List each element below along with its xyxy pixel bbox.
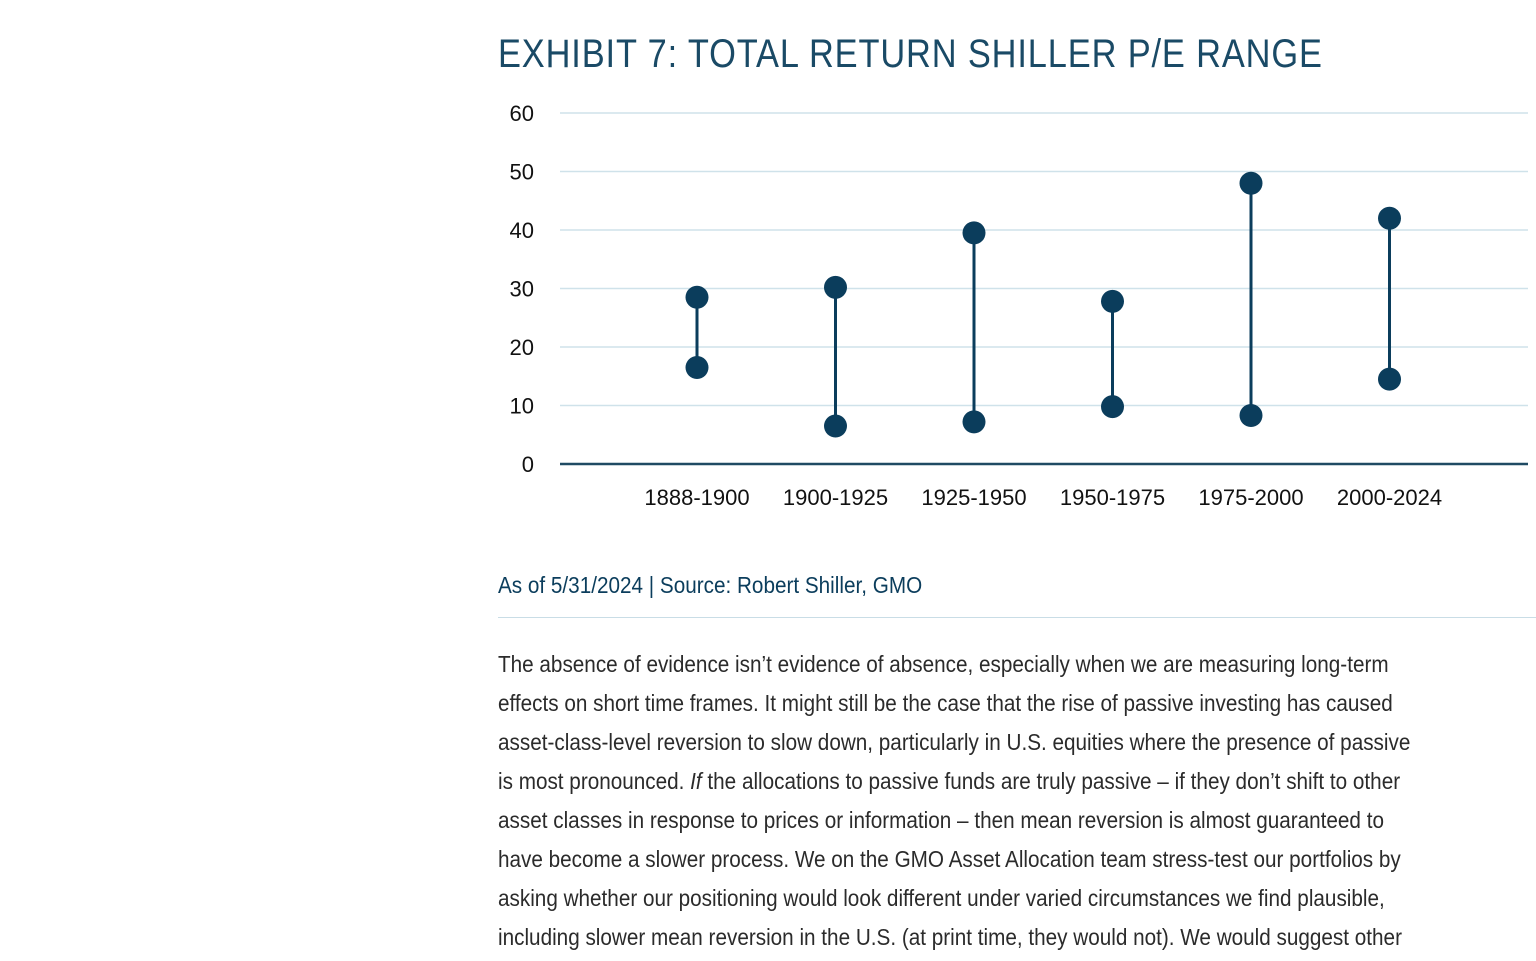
body-line: including slower mean reversion in the U.S. (at print time, they would not). We would suggest other xyxy=(498,924,1402,950)
high-marker xyxy=(1378,207,1401,230)
divider xyxy=(498,617,1536,618)
range-marks xyxy=(686,172,1402,438)
y-tick-label: 50 xyxy=(509,159,534,185)
x-category-label: 1950-1975 xyxy=(1059,485,1166,510)
y-tick-label: 20 xyxy=(509,335,534,360)
source-note: As of 5/31/2024 | Source: Robert Shiller, GMO xyxy=(498,572,923,598)
x-category-label: 1925-1950 xyxy=(921,485,1027,510)
low-marker xyxy=(686,356,709,379)
y-tick-label: 0 xyxy=(521,452,534,477)
x-category-label: 1888-1900 xyxy=(644,485,750,510)
body-line xyxy=(498,762,1536,801)
y-tick-label: 10 xyxy=(509,393,534,419)
high-marker xyxy=(686,286,709,309)
x-axis-categories xyxy=(644,485,1442,510)
y-axis-ticks xyxy=(510,101,534,477)
low-marker xyxy=(824,414,847,437)
low-marker xyxy=(1101,395,1124,418)
low-marker xyxy=(963,410,986,433)
high-marker xyxy=(963,221,986,244)
body-line: have become a slower process. We on the GMO Asset Allocation team stress-test our portfolios by xyxy=(498,846,1401,872)
body-paragraph xyxy=(498,645,1536,957)
low-marker xyxy=(1378,368,1401,391)
body-text-segment: is most pronounced. xyxy=(498,768,691,794)
body-line: effects on short time frames. It might still be the case that the rise of passive investing has caused xyxy=(498,690,1393,716)
y-tick-label: 40 xyxy=(509,218,534,243)
y-tick-label: 60 xyxy=(509,101,534,126)
high-marker xyxy=(1101,290,1124,313)
x-category-label: 1900-1925 xyxy=(782,485,889,510)
body-line: asset classes in response to prices or information – then mean reversion is almost guaranteed to xyxy=(498,807,1384,833)
x-category-label: 1975-2000 xyxy=(1198,485,1304,510)
chart-title: EXHIBIT 7: TOTAL RETURN SHILLER P/E RANGE xyxy=(498,32,1323,76)
emphasis-text: If xyxy=(690,768,702,794)
high-marker xyxy=(1240,172,1263,195)
body-line: asking whether our positioning would look different under varied circumstances we find plausible, xyxy=(498,885,1385,911)
low-marker xyxy=(1240,404,1263,427)
body-text-segment: the allocations to passive funds are truly passive – if they don’t shift to other xyxy=(701,768,1401,794)
body-line: The absence of evidence isn’t evidence of absence, especially when we are measuring long-term xyxy=(498,651,1389,677)
y-tick-label: 30 xyxy=(509,276,534,302)
high-marker xyxy=(824,276,847,299)
x-category-label: 2000-2024 xyxy=(1336,485,1443,510)
body-line: asset-class-level reversion to slow down, particularly in U.S. equities where the presence of passive xyxy=(498,729,1411,755)
